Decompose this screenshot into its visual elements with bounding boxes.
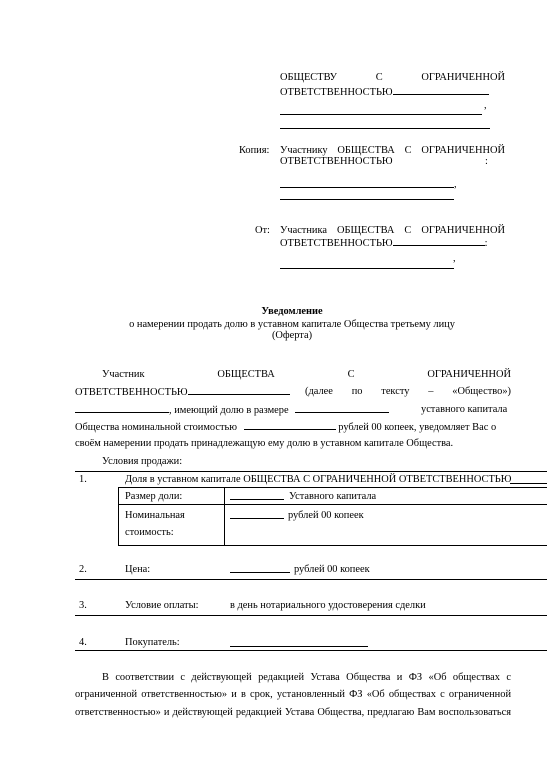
- conditions-label: Условия продажи:: [102, 456, 183, 467]
- table-border: [75, 579, 547, 580]
- intro-word: ОГРАНИЧЕННОЙ: [427, 369, 511, 380]
- copy-org: ОТВЕТСТВЕННОСТЬЮ: [280, 156, 393, 167]
- price-label: Цена:: [125, 564, 151, 575]
- intro-line-1: [102, 368, 511, 381]
- intro-word: (далее: [305, 386, 333, 397]
- from-colon: :: [484, 238, 488, 249]
- intro-line-4: [75, 420, 496, 434]
- from-line-2: [280, 236, 487, 250]
- blank-line: [230, 646, 368, 647]
- blank-field: [393, 85, 489, 95]
- share-size-value: Уставного капитала: [289, 491, 377, 502]
- blank-field: [75, 403, 169, 413]
- blank-field: [188, 385, 290, 395]
- intro-word: тексту: [381, 386, 410, 397]
- intro-text: Общества номинальной стоимостью: [75, 422, 238, 433]
- document-subtitle: о намерении продать долю в уставном капитале Общества третьему лицу: [129, 319, 455, 330]
- copy-word: С: [404, 145, 412, 156]
- blank-line: [280, 114, 482, 115]
- intro-text: , имеющий долю в размере: [169, 405, 289, 416]
- copy-word: ОБЩЕСТВА: [337, 145, 395, 156]
- copy-label: Копия:: [239, 145, 270, 156]
- intro-word: «Общество»): [452, 386, 511, 397]
- intro-org: ОТВЕТСТВЕННОСТЬЮ: [75, 387, 188, 398]
- intro-line-2-left: [75, 385, 290, 399]
- table-border: [118, 504, 547, 505]
- blank-line: [510, 483, 547, 484]
- intro-line-2-right: [305, 385, 511, 398]
- blank-line: [280, 187, 454, 188]
- addressee-comma: ,: [484, 100, 487, 111]
- intro-text: своём намерении продать принадлежащую ему долю в уставном капитале Общества.: [75, 438, 454, 449]
- copy-colon: :: [485, 156, 488, 167]
- blank-line: [280, 268, 454, 269]
- intro-word: ОБЩЕСТВА: [217, 369, 275, 380]
- intro-word: по: [351, 386, 363, 397]
- closing-text: ограниченной ответственностью» и в срок, установленный ФЗ «Об обществах с ограниченной: [75, 689, 511, 700]
- table-border: [118, 487, 547, 488]
- from-word: ОБЩЕСТВА: [337, 225, 395, 236]
- addressee-word: ОБЩЕСТВУ: [280, 72, 338, 83]
- nominal-value: рублей 00 копеек: [288, 510, 364, 521]
- payment-value: в день нотариального удостоверения сделки: [230, 600, 426, 611]
- blank-line: [280, 199, 454, 200]
- table-border: [75, 615, 547, 616]
- blank-line: [280, 128, 490, 129]
- document-title: Уведомление: [261, 306, 323, 317]
- term-share: Доля в уставном капитале ОБЩЕСТВА С ОГРАНИЧЕННОЙ ОТВЕТСТВЕННОСТЬЮ: [125, 474, 512, 485]
- copy-word: ОГРАНИЧЕННОЙ: [421, 145, 505, 156]
- table-border: [75, 471, 547, 472]
- blank-field: [295, 403, 389, 413]
- table-border: [118, 545, 547, 546]
- from-org: ОТВЕТСТВЕННОСТЬЮ: [280, 238, 393, 249]
- addressee-line-2: [280, 85, 489, 99]
- intro-word: С: [347, 369, 355, 380]
- copy-word: Участнику: [280, 145, 328, 156]
- payment-label: Условие оплаты:: [125, 600, 199, 611]
- from-word: ОГРАНИЧЕННОЙ: [421, 225, 505, 236]
- term-number: 3.: [79, 600, 87, 611]
- copy-comma: ,: [454, 179, 457, 190]
- blank-line: [230, 499, 284, 500]
- nominal-label: Номинальная: [125, 510, 185, 521]
- blank-field: [244, 420, 336, 430]
- term-number: 2.: [79, 564, 87, 575]
- blank-line: [230, 572, 290, 573]
- table-border: [224, 487, 225, 546]
- from-comma: ,: [453, 253, 456, 264]
- table-border: [75, 650, 547, 651]
- intro-line-3: [75, 403, 389, 417]
- from-label: От:: [255, 225, 270, 236]
- document-note: (Оферта): [271, 330, 313, 341]
- share-size-label: Размер доли:: [125, 491, 183, 502]
- term-number: 4.: [79, 637, 87, 648]
- from-word: С: [404, 225, 412, 236]
- nominal-label: стоимость:: [125, 527, 174, 538]
- blank-field: [393, 236, 485, 246]
- price-value: рублей 00 копеек: [294, 564, 370, 575]
- intro-text: рублей 00 копеек, уведомляет Вас о: [338, 422, 497, 433]
- addressee-word: ОГРАНИЧЕННОЙ: [421, 72, 505, 83]
- addressee-org: ОТВЕТСТВЕННОСТЬЮ: [280, 87, 393, 98]
- from-word: Участника: [280, 225, 327, 236]
- intro-word: Участник: [102, 369, 145, 380]
- closing-text: В соответствии с действующей редакцией Устава Общества и ФЗ «Об обществах с: [102, 672, 511, 683]
- addressee-line-1: [280, 71, 505, 84]
- intro-text: уставного капитала: [421, 404, 508, 415]
- intro-word: –: [428, 386, 434, 397]
- addressee-word: С: [375, 72, 383, 83]
- closing-text: ответственностью» и действующей редакцией Устава Общества, предлагаю Вам воспользоваться: [75, 707, 511, 718]
- blank-line: [230, 518, 284, 519]
- table-border: [118, 487, 119, 546]
- term-number: 1.: [79, 474, 87, 485]
- buyer-label: Покупатель:: [125, 637, 180, 648]
